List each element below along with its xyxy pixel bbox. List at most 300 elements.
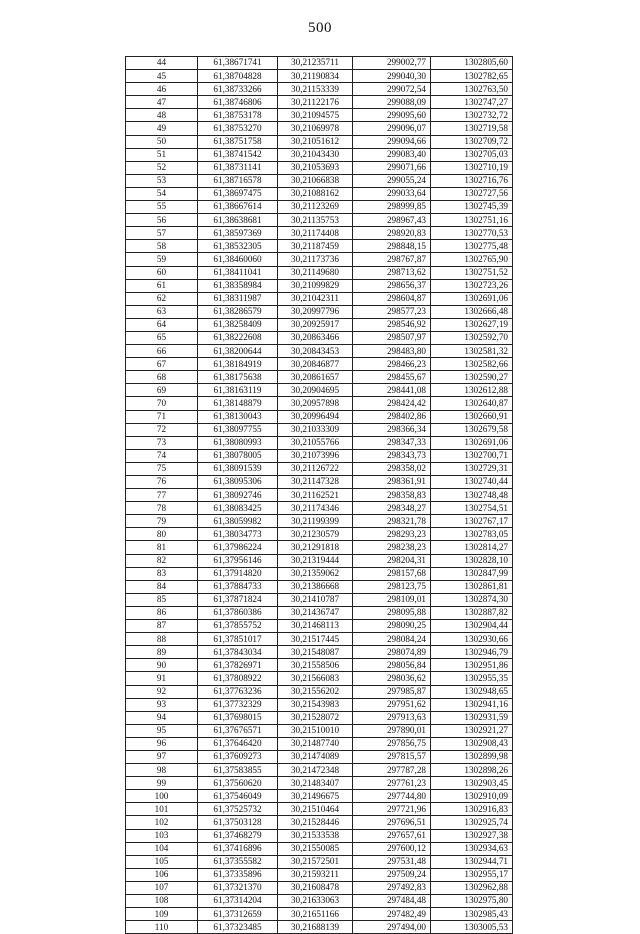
point-number-cell: 72 (126, 423, 198, 436)
table-row (126, 829, 513, 842)
point-number-cell: 65 (126, 331, 198, 344)
point-number-cell: 51 (126, 148, 198, 161)
y-coordinate-cell: 1302660,91 (431, 410, 513, 423)
point-number-cell: 99 (126, 777, 198, 790)
point-number-cell: 44 (126, 57, 198, 70)
x-coordinate-cell: 298402,86 (353, 410, 431, 423)
table-row (126, 593, 513, 606)
x-coordinate-cell: 297951,62 (353, 698, 431, 711)
x-coordinate-cell: 298090,25 (353, 620, 431, 633)
y-coordinate-cell: 1302592,70 (431, 331, 513, 344)
longitude-cell: 30,21593211 (278, 868, 353, 881)
table-row (126, 174, 513, 187)
longitude-cell: 30,21608478 (278, 881, 353, 894)
point-number-cell: 46 (126, 83, 198, 96)
point-number-cell: 90 (126, 659, 198, 672)
latitude-cell: 61,37914820 (198, 567, 278, 580)
longitude-cell: 30,21162521 (278, 489, 353, 502)
x-coordinate-cell: 298358,83 (353, 489, 431, 502)
point-number-cell: 98 (126, 764, 198, 777)
x-coordinate-cell: 298123,75 (353, 580, 431, 593)
longitude-cell: 30,21073996 (278, 449, 353, 462)
latitude-cell: 61,37314204 (198, 895, 278, 908)
table-row (126, 895, 513, 908)
latitude-cell: 61,37986224 (198, 541, 278, 554)
x-coordinate-cell: 299055,24 (353, 174, 431, 187)
point-number-cell: 50 (126, 135, 198, 148)
latitude-cell: 61,38358984 (198, 279, 278, 292)
table-row (126, 633, 513, 646)
longitude-cell: 30,21033309 (278, 423, 353, 436)
y-coordinate-cell: 1302751,16 (431, 214, 513, 227)
point-number-cell: 103 (126, 829, 198, 842)
table-row (126, 187, 513, 200)
y-coordinate-cell: 1302948,65 (431, 685, 513, 698)
table-row (126, 201, 513, 214)
longitude-cell: 30,20861657 (278, 371, 353, 384)
y-coordinate-cell: 1302666,48 (431, 305, 513, 318)
longitude-cell: 30,21173736 (278, 253, 353, 266)
latitude-cell: 61,37335896 (198, 868, 278, 881)
table-row (126, 96, 513, 109)
y-coordinate-cell: 1302709,72 (431, 135, 513, 148)
longitude-cell: 30,21533538 (278, 829, 353, 842)
latitude-cell: 61,38746806 (198, 96, 278, 109)
longitude-cell: 30,21069978 (278, 122, 353, 135)
table-row (126, 148, 513, 161)
table-row (126, 567, 513, 580)
latitude-cell: 61,37560620 (198, 777, 278, 790)
point-number-cell: 97 (126, 750, 198, 763)
latitude-cell: 61,38753178 (198, 109, 278, 122)
table-row (126, 476, 513, 489)
latitude-cell: 61,37956146 (198, 554, 278, 567)
table-row (126, 868, 513, 881)
y-coordinate-cell: 1302767,17 (431, 515, 513, 528)
latitude-cell: 61,37321370 (198, 881, 278, 894)
latitude-cell: 61,37826971 (198, 659, 278, 672)
y-coordinate-cell: 1302748,48 (431, 489, 513, 502)
latitude-cell: 61,38078005 (198, 449, 278, 462)
x-coordinate-cell: 298441,08 (353, 384, 431, 397)
x-coordinate-cell: 298507,97 (353, 331, 431, 344)
y-coordinate-cell: 1302740,44 (431, 476, 513, 489)
longitude-cell: 30,21517445 (278, 633, 353, 646)
longitude-cell: 30,21468113 (278, 620, 353, 633)
x-coordinate-cell: 299002,77 (353, 57, 431, 70)
y-coordinate-cell: 1302729,31 (431, 462, 513, 475)
y-coordinate-cell: 1302732,72 (431, 109, 513, 122)
table-row (126, 777, 513, 790)
point-number-cell: 67 (126, 358, 198, 371)
y-coordinate-cell: 1302754,51 (431, 502, 513, 515)
longitude-cell: 30,21135753 (278, 214, 353, 227)
y-coordinate-cell: 1302887,82 (431, 606, 513, 619)
x-coordinate-cell: 298767,87 (353, 253, 431, 266)
longitude-cell: 30,21558506 (278, 659, 353, 672)
latitude-cell: 61,38532305 (198, 240, 278, 253)
y-coordinate-cell: 1302899,98 (431, 750, 513, 763)
y-coordinate-cell: 1302916,83 (431, 803, 513, 816)
table-row (126, 698, 513, 711)
longitude-cell: 30,21153339 (278, 83, 353, 96)
table-row (126, 214, 513, 227)
x-coordinate-cell: 298999,85 (353, 201, 431, 214)
longitude-cell: 30,21436747 (278, 606, 353, 619)
y-coordinate-cell: 1302691,06 (431, 436, 513, 449)
x-coordinate-cell: 298455,67 (353, 371, 431, 384)
longitude-cell: 30,21147328 (278, 476, 353, 489)
longitude-cell: 30,20846877 (278, 358, 353, 371)
point-number-cell: 96 (126, 737, 198, 750)
table-row (126, 227, 513, 240)
point-number-cell: 49 (126, 122, 198, 135)
x-coordinate-cell: 298656,37 (353, 279, 431, 292)
y-coordinate-cell: 1302930,66 (431, 633, 513, 646)
latitude-cell: 61,37503128 (198, 816, 278, 829)
table-row (126, 449, 513, 462)
latitude-cell: 61,37609273 (198, 750, 278, 763)
latitude-cell: 61,38733266 (198, 83, 278, 96)
latitude-cell: 61,37808922 (198, 672, 278, 685)
latitude-cell: 61,38411041 (198, 266, 278, 279)
latitude-cell: 61,37583855 (198, 764, 278, 777)
table-row (126, 541, 513, 554)
latitude-cell: 61,38059982 (198, 515, 278, 528)
x-coordinate-cell: 298074,89 (353, 646, 431, 659)
x-coordinate-cell: 298056,84 (353, 659, 431, 672)
x-coordinate-cell: 299095,60 (353, 109, 431, 122)
latitude-cell: 61,38716578 (198, 174, 278, 187)
longitude-cell: 30,21550085 (278, 842, 353, 855)
latitude-cell: 61,38597369 (198, 227, 278, 240)
longitude-cell: 30,21688139 (278, 921, 353, 934)
point-number-cell: 66 (126, 345, 198, 358)
y-coordinate-cell: 1302716,76 (431, 174, 513, 187)
y-coordinate-cell: 1302985,43 (431, 908, 513, 921)
x-coordinate-cell: 298967,43 (353, 214, 431, 227)
longitude-cell: 30,20863466 (278, 331, 353, 344)
y-coordinate-cell: 1302775,48 (431, 240, 513, 253)
y-coordinate-cell: 1302705,03 (431, 148, 513, 161)
y-coordinate-cell: 1302814,27 (431, 541, 513, 554)
point-number-cell: 83 (126, 567, 198, 580)
longitude-cell: 30,21043430 (278, 148, 353, 161)
longitude-cell: 30,21510464 (278, 803, 353, 816)
x-coordinate-cell: 297484,48 (353, 895, 431, 908)
point-number-cell: 60 (126, 266, 198, 279)
table-row (126, 855, 513, 868)
longitude-cell: 30,21572501 (278, 855, 353, 868)
point-number-cell: 102 (126, 816, 198, 829)
point-number-cell: 107 (126, 881, 198, 894)
table-row (126, 528, 513, 541)
x-coordinate-cell: 299083,40 (353, 148, 431, 161)
y-coordinate-cell: 1302975,80 (431, 895, 513, 908)
y-coordinate-cell: 1302719,58 (431, 122, 513, 135)
table-row (126, 803, 513, 816)
table-row (126, 659, 513, 672)
x-coordinate-cell: 299033,64 (353, 187, 431, 200)
longitude-cell: 30,21094575 (278, 109, 353, 122)
point-number-cell: 47 (126, 96, 198, 109)
x-coordinate-cell: 298036,62 (353, 672, 431, 685)
y-coordinate-cell: 1302582,66 (431, 358, 513, 371)
x-coordinate-cell: 298366,34 (353, 423, 431, 436)
longitude-cell: 30,21548087 (278, 646, 353, 659)
table-row (126, 711, 513, 724)
latitude-cell: 61,38200644 (198, 345, 278, 358)
y-coordinate-cell: 1302908,43 (431, 737, 513, 750)
point-number-cell: 110 (126, 921, 198, 934)
x-coordinate-cell: 297492,83 (353, 881, 431, 894)
x-coordinate-cell: 298109,01 (353, 593, 431, 606)
latitude-cell: 61,38753270 (198, 122, 278, 135)
x-coordinate-cell: 299088,09 (353, 96, 431, 109)
table-row (126, 331, 513, 344)
table-row (126, 292, 513, 305)
y-coordinate-cell: 1302640,87 (431, 397, 513, 410)
table-row (126, 554, 513, 567)
longitude-cell: 30,20904695 (278, 384, 353, 397)
table-row (126, 436, 513, 449)
x-coordinate-cell: 299072,54 (353, 83, 431, 96)
x-coordinate-cell: 298238,23 (353, 541, 431, 554)
x-coordinate-cell: 298347,33 (353, 436, 431, 449)
point-number-cell: 105 (126, 855, 198, 868)
point-number-cell: 91 (126, 672, 198, 685)
longitude-cell: 30,20843453 (278, 345, 353, 358)
table-row (126, 253, 513, 266)
table-row (126, 279, 513, 292)
point-number-cell: 82 (126, 554, 198, 567)
longitude-cell: 30,21510010 (278, 724, 353, 737)
y-coordinate-cell: 1302941,16 (431, 698, 513, 711)
table-row (126, 842, 513, 855)
latitude-cell: 61,38460060 (198, 253, 278, 266)
y-coordinate-cell: 1302903,45 (431, 777, 513, 790)
x-coordinate-cell: 297913,63 (353, 711, 431, 724)
longitude-cell: 30,21566083 (278, 672, 353, 685)
longitude-cell: 30,21528072 (278, 711, 353, 724)
longitude-cell: 30,21474089 (278, 750, 353, 763)
x-coordinate-cell: 297494,00 (353, 921, 431, 934)
longitude-cell: 30,21359062 (278, 567, 353, 580)
y-coordinate-cell: 1302861,81 (431, 580, 513, 593)
latitude-cell: 61,37763236 (198, 685, 278, 698)
point-number-cell: 58 (126, 240, 198, 253)
y-coordinate-cell: 1302962,88 (431, 881, 513, 894)
table-row (126, 816, 513, 829)
point-number-cell: 81 (126, 541, 198, 554)
point-number-cell: 57 (126, 227, 198, 240)
y-coordinate-cell: 1302751,52 (431, 266, 513, 279)
y-coordinate-cell: 1302927,38 (431, 829, 513, 842)
latitude-cell: 61,38741542 (198, 148, 278, 161)
longitude-cell: 30,21149680 (278, 266, 353, 279)
latitude-cell: 61,37546049 (198, 790, 278, 803)
x-coordinate-cell: 297985,87 (353, 685, 431, 698)
latitude-cell: 61,38311987 (198, 292, 278, 305)
longitude-cell: 30,21123269 (278, 201, 353, 214)
x-coordinate-cell: 297890,01 (353, 724, 431, 737)
latitude-cell: 61,38286579 (198, 305, 278, 318)
latitude-cell: 61,38095306 (198, 476, 278, 489)
point-number-cell: 73 (126, 436, 198, 449)
longitude-cell: 30,21055766 (278, 436, 353, 449)
point-number-cell: 52 (126, 161, 198, 174)
longitude-cell: 30,21633063 (278, 895, 353, 908)
y-coordinate-cell: 1302951,86 (431, 659, 513, 672)
point-number-cell: 69 (126, 384, 198, 397)
point-number-cell: 54 (126, 187, 198, 200)
table-row (126, 57, 513, 70)
longitude-cell: 30,21319444 (278, 554, 353, 567)
point-number-cell: 76 (126, 476, 198, 489)
x-coordinate-cell: 298321,78 (353, 515, 431, 528)
longitude-cell: 30,20957898 (278, 397, 353, 410)
x-coordinate-cell: 297721,96 (353, 803, 431, 816)
point-number-cell: 79 (126, 515, 198, 528)
table-row (126, 240, 513, 253)
y-coordinate-cell: 1302727,56 (431, 187, 513, 200)
table-row (126, 737, 513, 750)
point-number-cell: 88 (126, 633, 198, 646)
longitude-cell: 30,21496675 (278, 790, 353, 803)
longitude-cell: 30,21174408 (278, 227, 353, 240)
table-row (126, 685, 513, 698)
longitude-cell: 30,21235711 (278, 57, 353, 70)
x-coordinate-cell: 297482,49 (353, 908, 431, 921)
latitude-cell: 61,38097755 (198, 423, 278, 436)
point-number-cell: 94 (126, 711, 198, 724)
table-row (126, 750, 513, 763)
x-coordinate-cell: 297744,80 (353, 790, 431, 803)
table-row (126, 515, 513, 528)
latitude-cell: 61,38083425 (198, 502, 278, 515)
point-number-cell: 78 (126, 502, 198, 515)
longitude-cell: 30,21190834 (278, 70, 353, 83)
point-number-cell: 106 (126, 868, 198, 881)
longitude-cell: 30,21291818 (278, 541, 353, 554)
latitude-cell: 61,37646420 (198, 737, 278, 750)
table-row (126, 489, 513, 502)
y-coordinate-cell: 1302581,32 (431, 345, 513, 358)
longitude-cell: 30,21099829 (278, 279, 353, 292)
table-row (126, 462, 513, 475)
longitude-cell: 30,21126722 (278, 462, 353, 475)
y-coordinate-cell: 1302691,06 (431, 292, 513, 305)
longitude-cell: 30,21088162 (278, 187, 353, 200)
latitude-cell: 61,38667614 (198, 201, 278, 214)
longitude-cell: 30,20925917 (278, 318, 353, 331)
page-number: 500 (308, 20, 332, 36)
latitude-cell: 61,37851017 (198, 633, 278, 646)
table-row (126, 790, 513, 803)
latitude-cell: 61,38258409 (198, 318, 278, 331)
y-coordinate-cell: 1302763,50 (431, 83, 513, 96)
x-coordinate-cell: 298604,87 (353, 292, 431, 305)
y-coordinate-cell: 1302847,99 (431, 567, 513, 580)
latitude-cell: 61,37312659 (198, 908, 278, 921)
table-row (126, 70, 513, 83)
latitude-cell: 61,37698015 (198, 711, 278, 724)
point-number-cell: 74 (126, 449, 198, 462)
point-number-cell: 84 (126, 580, 198, 593)
longitude-cell: 30,21410787 (278, 593, 353, 606)
y-coordinate-cell: 1302765,90 (431, 253, 513, 266)
point-number-cell: 101 (126, 803, 198, 816)
longitude-cell: 30,21556202 (278, 685, 353, 698)
y-coordinate-cell: 1302783,05 (431, 528, 513, 541)
longitude-cell: 30,21051612 (278, 135, 353, 148)
latitude-cell: 61,38175638 (198, 371, 278, 384)
table-row (126, 921, 513, 934)
point-number-cell: 92 (126, 685, 198, 698)
longitude-cell: 30,20997796 (278, 305, 353, 318)
table-row (126, 646, 513, 659)
table-row (126, 358, 513, 371)
latitude-cell: 61,37855752 (198, 620, 278, 633)
x-coordinate-cell: 298343,73 (353, 449, 431, 462)
latitude-cell: 61,38130043 (198, 410, 278, 423)
y-coordinate-cell: 1302874,30 (431, 593, 513, 606)
point-number-cell: 70 (126, 397, 198, 410)
y-coordinate-cell: 1302710,19 (431, 161, 513, 174)
table-row (126, 266, 513, 279)
longitude-cell: 30,21386668 (278, 580, 353, 593)
point-number-cell: 77 (126, 489, 198, 502)
y-coordinate-cell: 1302955,35 (431, 672, 513, 685)
x-coordinate-cell: 297600,12 (353, 842, 431, 855)
y-coordinate-cell: 1302805,60 (431, 57, 513, 70)
table-row (126, 371, 513, 384)
longitude-cell: 30,21483407 (278, 777, 353, 790)
y-coordinate-cell: 1302627,19 (431, 318, 513, 331)
x-coordinate-cell: 297761,23 (353, 777, 431, 790)
y-coordinate-cell: 1302612,88 (431, 384, 513, 397)
x-coordinate-cell: 298546,92 (353, 318, 431, 331)
x-coordinate-cell: 298424,42 (353, 397, 431, 410)
x-coordinate-cell: 297815,57 (353, 750, 431, 763)
point-number-cell: 89 (126, 646, 198, 659)
y-coordinate-cell: 1302745,39 (431, 201, 513, 214)
point-number-cell: 75 (126, 462, 198, 475)
point-number-cell: 62 (126, 292, 198, 305)
y-coordinate-cell: 1302747,27 (431, 96, 513, 109)
longitude-cell: 30,21187459 (278, 240, 353, 253)
point-number-cell: 61 (126, 279, 198, 292)
longitude-cell: 30,21199399 (278, 515, 353, 528)
y-coordinate-cell: 1302925,74 (431, 816, 513, 829)
y-coordinate-cell: 1302828,10 (431, 554, 513, 567)
point-number-cell: 95 (126, 724, 198, 737)
x-coordinate-cell: 298358,02 (353, 462, 431, 475)
longitude-cell: 30,20996494 (278, 410, 353, 423)
point-number-cell: 68 (126, 371, 198, 384)
table-row (126, 881, 513, 894)
y-coordinate-cell: 1302770,53 (431, 227, 513, 240)
point-number-cell: 64 (126, 318, 198, 331)
y-coordinate-cell: 1302921,27 (431, 724, 513, 737)
x-coordinate-cell: 298293,23 (353, 528, 431, 541)
x-coordinate-cell: 299094,66 (353, 135, 431, 148)
y-coordinate-cell: 1302910,09 (431, 790, 513, 803)
point-number-cell: 87 (126, 620, 198, 633)
x-coordinate-cell: 298204,31 (353, 554, 431, 567)
longitude-cell: 30,21230579 (278, 528, 353, 541)
x-coordinate-cell: 297856,75 (353, 737, 431, 750)
